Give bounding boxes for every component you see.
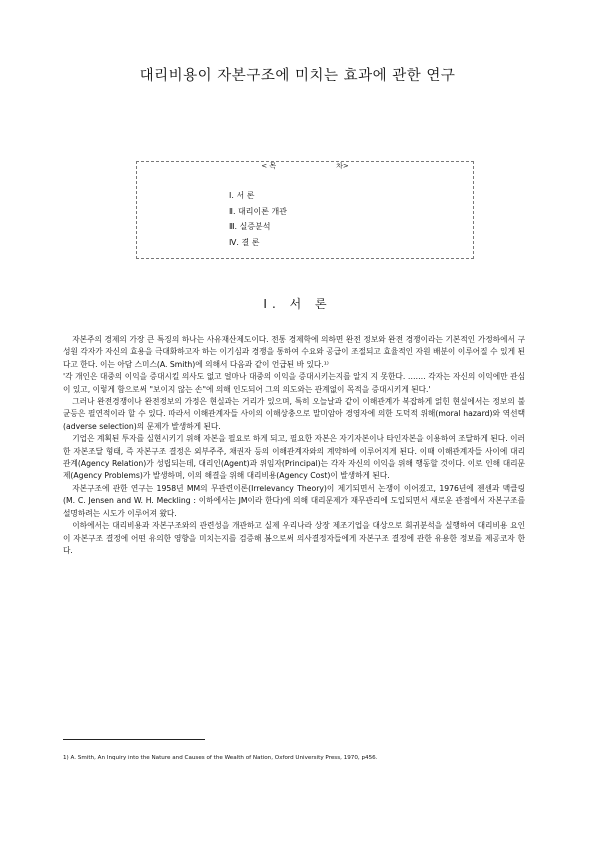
toc-item: Ⅳ. 결 론: [229, 237, 260, 247]
toc-item: Ⅲ. 실증분석: [229, 222, 271, 231]
toc-item: Ⅰ. 서 론: [229, 191, 255, 200]
paragraph: 이하에서는 대리비용과 자본구조와의 관련성을 개관하고 실제 우리나라 상장 제조기업을 대상으로 회귀분석을 실행하여 대리비용 요인이 자본구조 결정에 어떤 유의한 영향을 미치는지를 검증해 봄으로써 의사결정자들에게 자본구조 결정에 관한 유용한 정보를 제공코자 한다.: [63, 521, 525, 555]
paper-title: 대리비용이 자본구조에 미치는 효과에 관한 연구: [139, 68, 456, 84]
paragraph: 자본구조에 관한 연구는 1958년 MM의 무관련이론(Irrelevancy Theory)이 제기되면서 논쟁이 이어졌고, 1976년에 젠센과 맥클링(M. C. Jensen and W. H. Meckling : 이하에서는 JM이라 한다)에 의해 대리문제가 재무관리에 도입되면서 새로운 관점에서 자본구조를 설명하려는 시도가 이루어져 왔다.: [63, 483, 525, 518]
paragraph: 그러나 완전경쟁이나 완전정보의 가정은 현실과는 거리가 있으며, 특히 오늘날과 같이 이해관계가 복잡하게 얽힌 현실에서는 정보의 불균등은 필연적이라 할 수 있다. 따라서 이해관계자들 사이의 이해상충으로 말미암아 경영자에 의한 도덕적 위해(moral hazard)와 역선택(adverse selection)의 문제가 발생하게 된다.: [63, 397, 525, 431]
paragraph: 기업은 계획된 투자를 실현시키기 위해 자본을 필요로 하게 되고, 필요한 자본은 자기자본이나 타인자본을 이용하여 조달하게 된다. 이러한 자본조달 형태, 즉 자본구조 결정은 외부주주, 채권자 등의 이해관계자와의 계약하에 이루어지게 된다. 이때 이해관계자들 사이에 대리관계(Agency Relation)가 성립되는데, 대리인(Agent)과 위임자(Principal)는 각자 자신의 이익을 위해 행동할 것이다. 이로 인해 대리문제(Agency Problems)가 발생하며, 이의 해결을 위해 대리비용(Agency Cost)이 발생하게 된다.: [63, 434, 525, 481]
quote-paragraph: '각 개인은 대중의 이익을 증대시킬 의사도 없고 얼마나 대중의 이익을 증대시키는지를 알지 지 못한다. ……. 각자는 자신의 이익에만 관심이 있고, 이렇게 함으로써 "보이지 않는 손"에 의해 인도되어 그의 의도와는 관계없이 목적을 증대시키게 된다.': [63, 372, 525, 394]
paragraph: 자본주의 경제의 가장 큰 특징의 하나는 사유재산제도이다. 전통 경제학에 의하면 완전 정보와 완전 경쟁이라는 기본적인 가정하에서 구성원 각자가 자신의 효용을 극대화하고자 하는 이기심과 경쟁을 통하여 수요와 공급이 조절되고 효율적인 자원 배분이 이루어질 수 있게 된다고 한다. 이는 아담 스미스(A. Smith)에 의해서 다음과 같이 언급된 바 있다.¹⁾: [63, 335, 525, 369]
section-heading: Ⅰ. 서 론: [263, 297, 332, 311]
footnote-divider: [63, 739, 205, 740]
toc-header-right: 차>: [336, 162, 349, 170]
footnote: 1) A. Smith, An Inquiry into the Nature and Causes of the Wealth of Nation, Oxford University Press, 1970, p456.: [63, 755, 378, 761]
toc-header: [137, 161, 473, 171]
body-text: [63, 334, 525, 557]
table-of-contents: [136, 161, 474, 259]
toc-item: Ⅱ. 대리이론 개관: [229, 206, 287, 216]
toc-list: [229, 188, 287, 250]
toc-header-left: < 목: [261, 162, 277, 170]
